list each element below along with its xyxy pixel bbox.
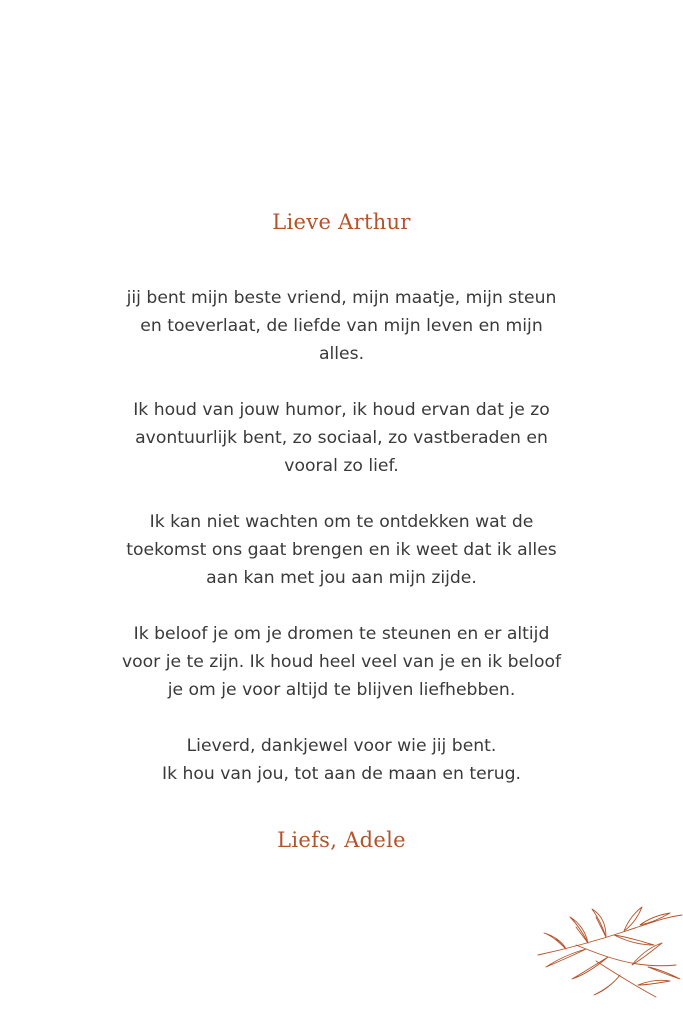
signoff: Liefs, Adele: [277, 828, 406, 852]
text-line: vooral zo lief.: [284, 456, 399, 476]
text-line: en toeverlaat, de liefde van mijn leven en mijn: [140, 316, 543, 336]
letter-body: [82, 284, 601, 816]
paragraph: [82, 284, 601, 368]
text-line: aan kan met jou aan mijn zijde.: [206, 568, 477, 588]
text-line: Lieverd, dankjewel voor wie jij bent.: [186, 736, 497, 756]
text-line: je om je voor altijd te blijven liefhebben.: [167, 680, 516, 700]
paragraph: [82, 732, 601, 788]
text-line: alles.: [318, 344, 365, 364]
text-line: jij bent mijn beste vriend, mijn maatje, mijn steun: [126, 288, 557, 308]
greeting-heading: Lieve Arthur: [272, 210, 411, 234]
text-line: Ik beloof je om je dromen te steunen en er altijd: [133, 624, 550, 644]
paragraph: [82, 396, 601, 480]
paragraph: [82, 620, 601, 704]
text-line: Ik hou van jou, tot aan de maan en terug.: [162, 764, 521, 784]
text-line: avontuurlijk bent, zo sociaal, zo vastberaden en: [135, 428, 548, 448]
text-line: Ik houd van jouw humor, ik houd ervan dat je zo: [133, 400, 550, 420]
paragraph: [82, 508, 601, 592]
leaf-branch-icon: [536, 905, 683, 1000]
text-line: Ik kan niet wachten om te ontdekken wat de: [149, 512, 534, 532]
text-line: toekomst ons gaat brengen en ik weet dat ik alles: [126, 540, 557, 560]
text-line: voor je te zijn. Ik houd heel veel van je en ik beloof: [121, 652, 562, 672]
